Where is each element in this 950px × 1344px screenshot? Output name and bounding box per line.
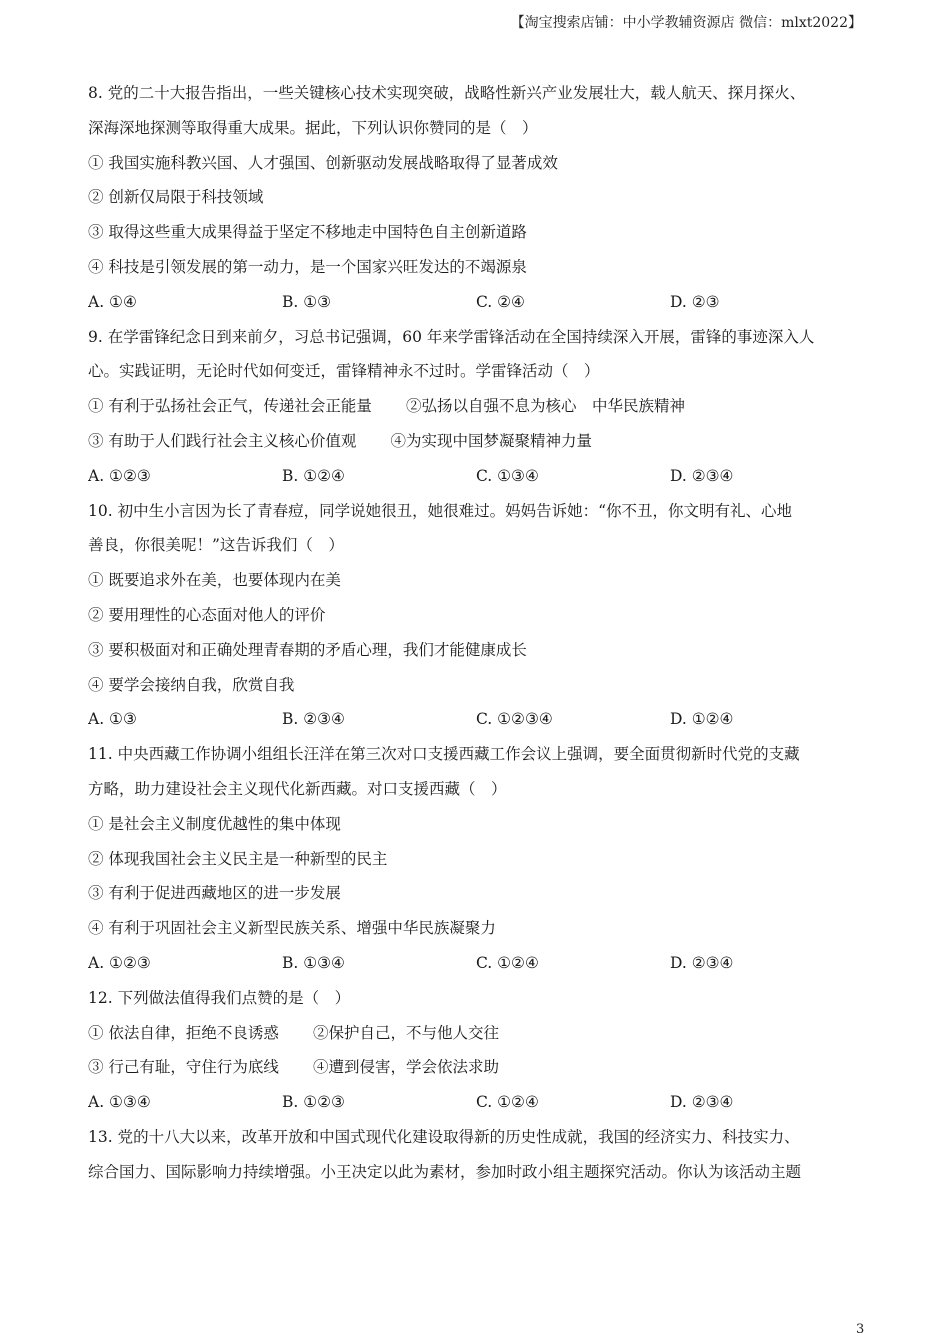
option-b: B. ①②③ [282,1093,345,1112]
answer-options [88,946,868,981]
statement: ④ 要学会接纳自我，欣赏自我 [88,675,295,694]
option-d: D. ②③④ [670,953,734,972]
answer-options [88,285,868,320]
statement: ②弘扬以自强不息为核心 中华民族精神 [405,397,685,416]
statement: ② 要用理性的心态面对他人的评价 [88,605,326,624]
question-11 [88,737,868,981]
statement: ③ 有助于人们践行社会主义核心价值观 [88,431,357,450]
option-a: A. ①④ [88,292,137,311]
option-c: C. ①②③④ [476,710,553,729]
statement: ② 创新仅局限于科技领域 [88,188,264,207]
statement: ① 有利于弘扬社会正气，传递社会正能量 [88,397,372,416]
statement: ① 是社会主义制度优越性的集中体现 [88,814,341,833]
option-d: D. ①②④ [670,710,734,729]
option-a: A. ①②③ [88,953,151,972]
question-8 [88,76,868,320]
question-stem: 10. 初中生小言因为长了青春痘，同学说她很丑，她很难过。妈妈告诉她：“你不丑，你文明有礼、心地 [88,501,793,520]
option-b: B. ②③④ [282,710,345,729]
option-c: C. ①②④ [476,1093,539,1112]
option-b: B. ①③ [282,292,332,311]
question-9 [88,320,868,494]
shop-note: 【淘宝搜索店铺：中小学教辅资源店 微信：mlxt2022】 [510,15,862,31]
question-list [88,76,868,1190]
option-b: B. ①③④ [282,953,345,972]
answer-options [88,459,868,494]
statement: ④遭到侵害，学会依法求助 [312,1058,499,1077]
question-stem: 9. 在学雷锋纪念日到来前夕，习总书记强调，60 年来学雷锋活动在全国持续深入开展，雷锋的事迹深入人 [88,327,815,346]
option-c: C. ②④ [476,292,525,311]
option-c: C. ①③④ [476,466,539,485]
statement-pair [88,389,868,424]
question-stem: 综合国力、国际影响力持续增强。小王决定以此为素材，参加时政小组主题探究活动。你认为该活动主题 [88,1162,802,1181]
statement: ② 体现我国社会主义民主是一种新型的民主 [88,849,388,868]
question-stem: 13. 党的十八大以来，改革开放和中国式现代化建设取得新的历史性成就，我国的经济实力、科技实力、 [88,1127,800,1146]
statement: ③ 有利于促进西藏地区的进一步发展 [88,884,341,903]
option-a: A. ①②③ [88,466,151,485]
statement: ④ 有利于巩固社会主义新型民族关系、增强中华民族凝聚力 [88,919,496,938]
option-a: A. ①③ [88,710,137,729]
question-12 [88,981,868,1120]
statement: ③ 要积极面对和正确处理青春期的矛盾心理，我们才能健康成长 [88,640,527,659]
page-number: 3 [856,1322,865,1337]
statement: ③ 行己有耻，守住行为底线 [88,1058,279,1077]
statement-pair [88,1016,868,1051]
question-stem: 深海深地探测等取得重大成果。据此，下列认识你赞同的是（ ） [88,118,538,137]
statement-pair [88,1050,868,1085]
statement: ②保护自己，不与他人交往 [312,1023,499,1042]
question-13 [88,1120,868,1190]
option-d: D. ②③ [670,292,720,311]
question-stem: 8. 党的二十大报告指出，一些关键核心技术实现突破，战略性新兴产业发展壮大，载人航天、探月探火、 [88,84,806,102]
statement: ④ 科技是引领发展的第一动力，是一个国家兴旺发达的不竭源泉 [88,257,527,276]
statement: ④为实现中国梦凝聚精神力量 [390,431,592,450]
answer-options [88,1085,868,1120]
option-d: D. ②③④ [670,466,734,485]
question-stem: 善良，你很美呢！”这告诉我们（ ） [88,536,344,555]
option-d: D. ②③④ [670,1093,734,1112]
statement: ③ 取得这些重大成果得益于坚定不移地走中国特色自主创新道路 [88,223,527,242]
answer-options [88,702,868,737]
option-c: C. ①②④ [476,953,539,972]
question-stem: 心。实践证明，无论时代如何变迁，雷锋精神永不过时。学雷锋活动（ ） [88,362,600,381]
option-a: A. ①③④ [88,1093,151,1112]
statement-pair [88,424,868,459]
question-stem: 11. 中央西藏工作协调小组组长汪洋在第三次对口支援西藏工作会议上强调，要全面贯彻新时代党的支藏 [88,745,800,764]
statement: ① 我国实施科教兴国、人才强国、创新驱动发展战略取得了显著成效 [88,153,558,172]
question-stem: 方略，助力建设社会主义现代化新西藏。对口支援西藏（ ） [88,779,507,798]
option-b: B. ①②④ [282,466,345,485]
statement: ① 依法自律，拒绝不良诱惑 [88,1023,279,1042]
question-stem: 12. 下列做法值得我们点赞的是（ ） [88,988,351,1007]
question-10 [88,494,868,738]
statement: ① 既要追求外在美，也要体现内在美 [88,571,341,590]
